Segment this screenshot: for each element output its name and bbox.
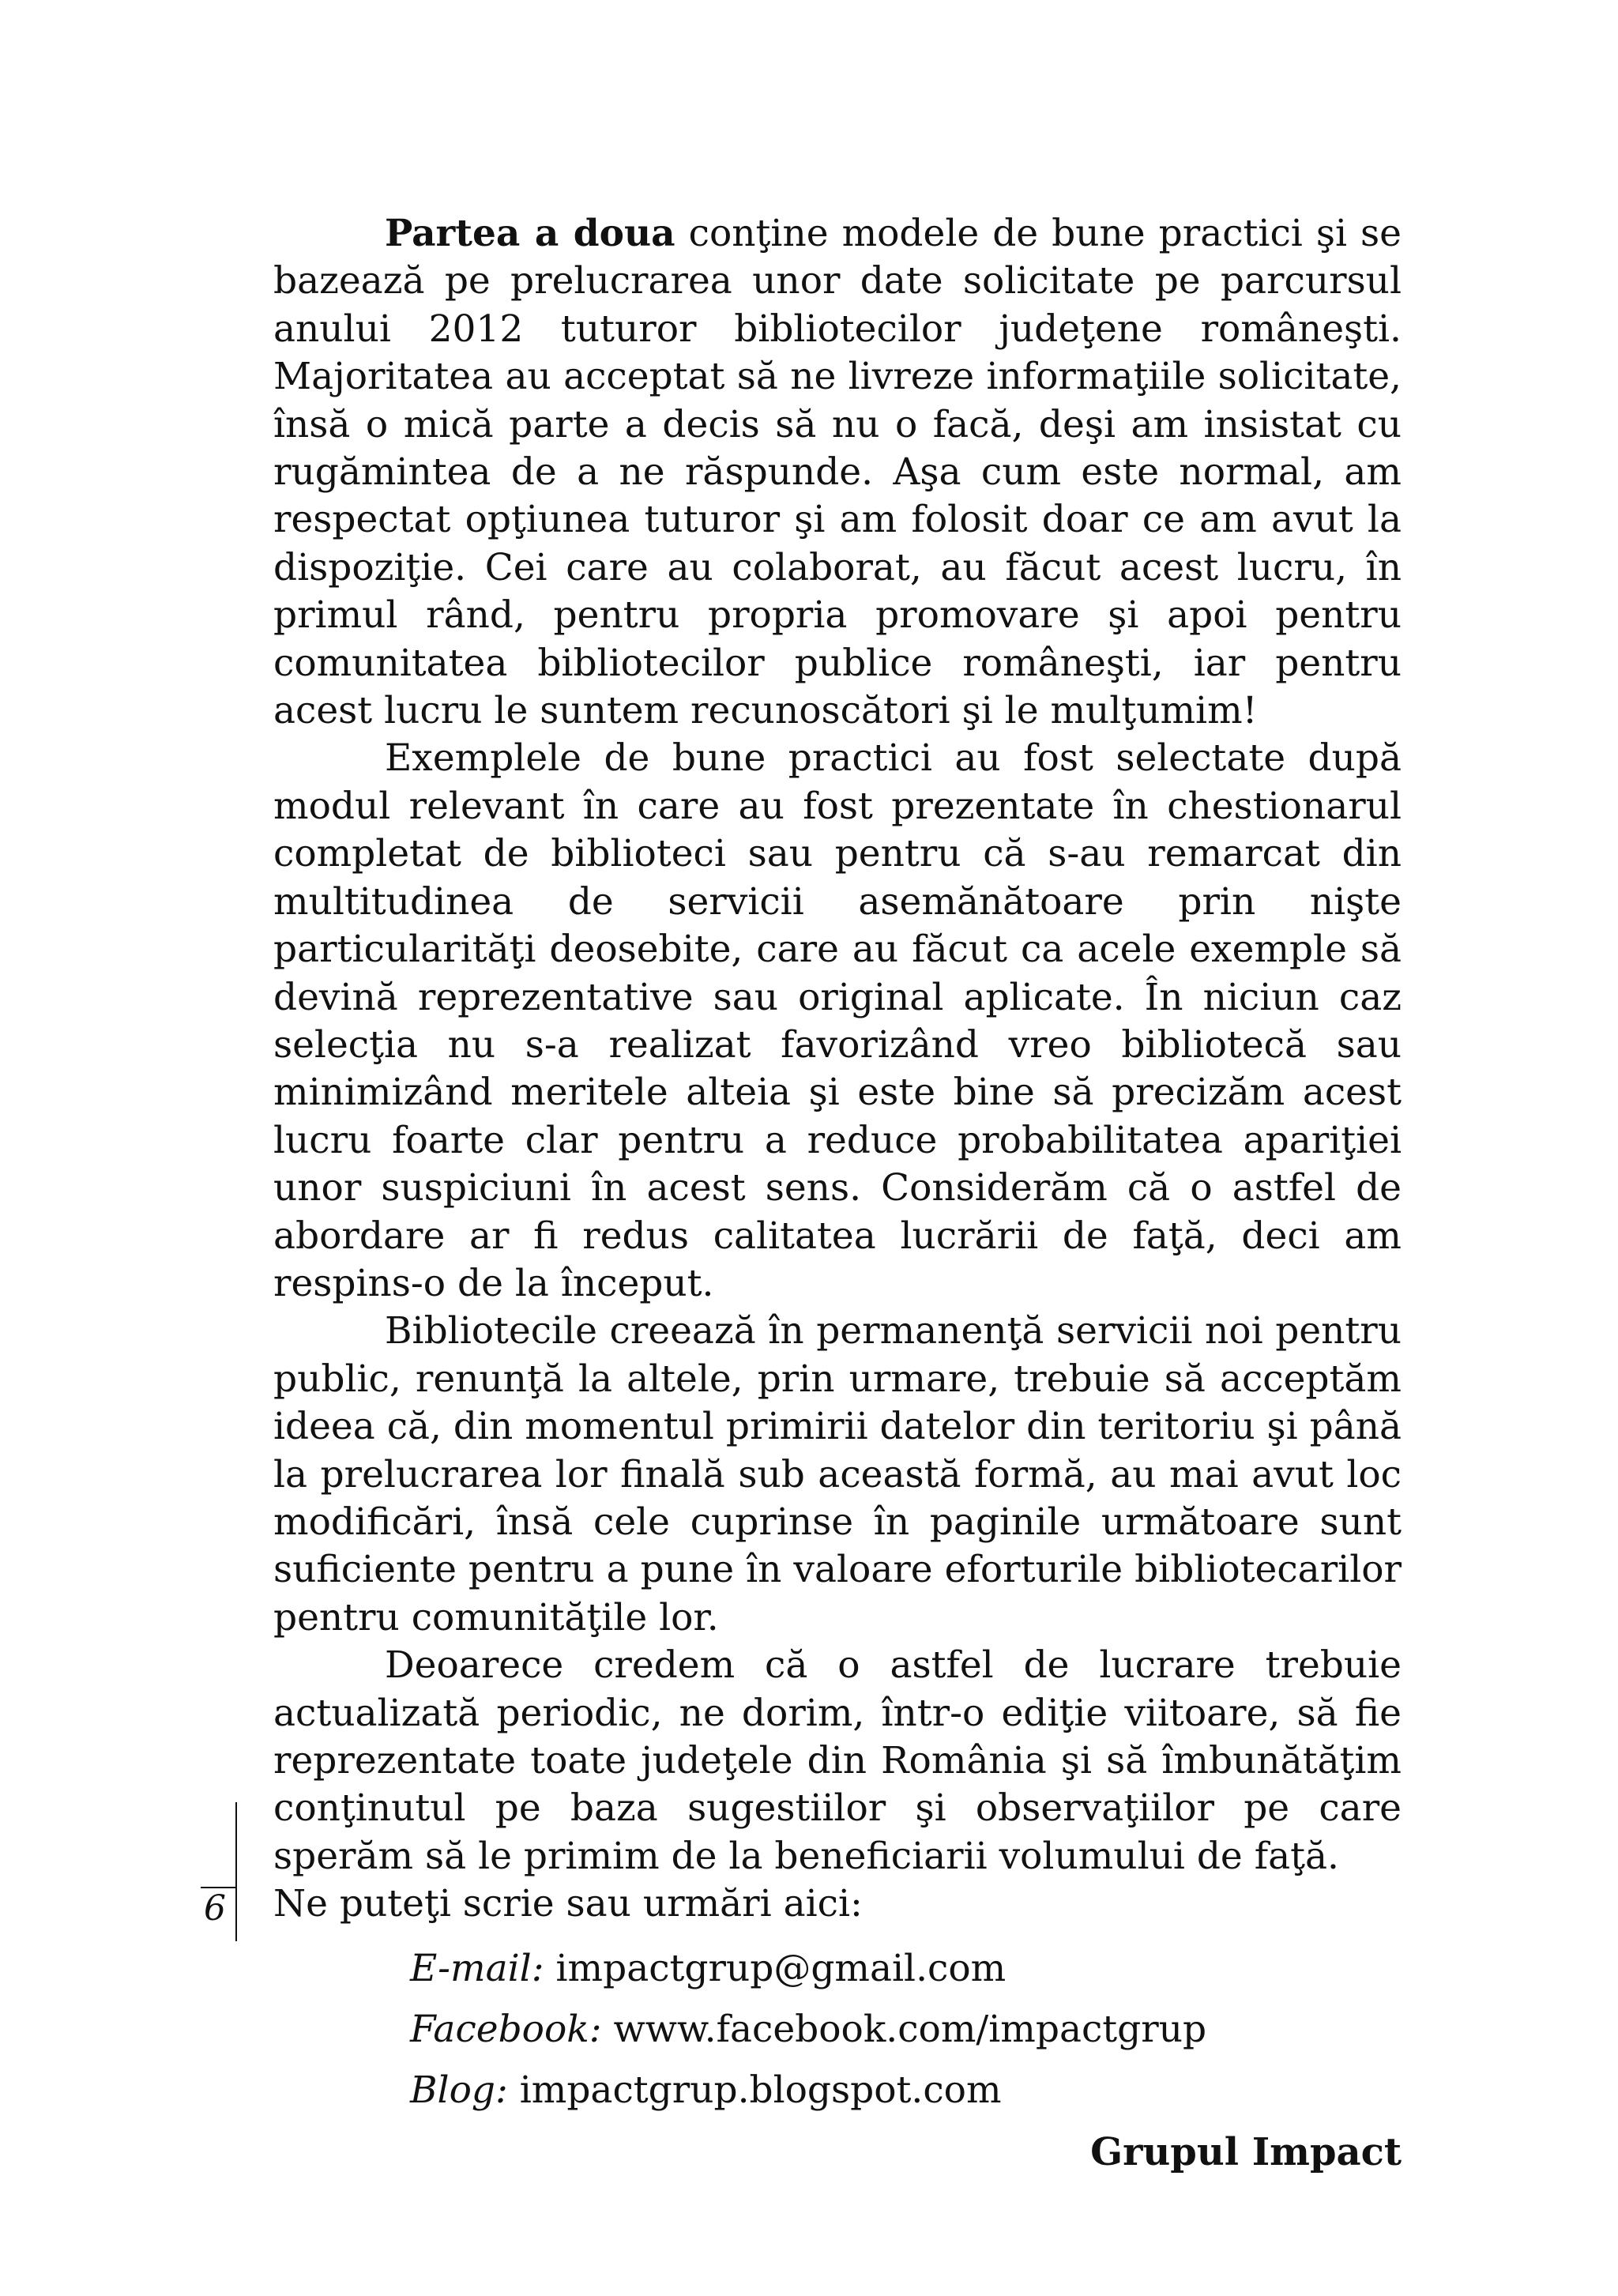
contact-facebook-value[interactable]: www.facebook.com/impactgrup: [613, 2007, 1207, 2051]
contact-email: [410, 1938, 1402, 1999]
contact-facebook-label: Facebook:: [410, 2007, 602, 2051]
marker-vertical-rule: [235, 1802, 237, 1941]
contact-intro: Ne puteţi scrie sau urmări aici:: [273, 1882, 863, 1926]
contact-blog-value[interactable]: impactgrup.blogspot.com: [519, 2068, 1002, 2112]
contact-blog-label: Blog:: [410, 2068, 508, 2112]
paragraph-4: Deoarece credem că o astfel de lucrare trebuie actualizată periodic, ne dorim, într-o ediţie viitoare, să fie reprezentate toate judeţele din România şi să îmbunătăţim conţinutul pe baza sugestiilor şi observaţiilor pe care sperăm să le primim de la beneficiarii volumului de faţă.: [273, 1643, 1402, 1878]
paragraph-1: [273, 210, 1402, 735]
contact-list: [273, 1938, 1402, 2121]
contact-facebook: [410, 1999, 1402, 2060]
contact-email-label: E-mail:: [410, 1946, 544, 1990]
contact-email-value[interactable]: impactgrup@gmail.com: [555, 1946, 1007, 1990]
paragraph-3: Bibliotecile creează în permanenţă servicii noi pentru public, renunţă la altele, prin urmare, trebuie să acceptăm ideea că, din momentul primirii datelor din teritoriu şi până la prelucrarea lor finală sub această formă, au mai avut loc modificări, însă cele cuprinse în paginile următoare sunt suficiente pentru a pune în valoare eforturile bibliotecarilor pentru comunităţile lor.: [273, 1309, 1402, 1639]
main-text: [273, 210, 1402, 2184]
page-number-marker: [201, 1802, 240, 1941]
signature: Grupul Impact: [1090, 2129, 1402, 2174]
page-number: 6: [204, 1888, 226, 1929]
contact-blog: [410, 2060, 1402, 2121]
paragraph-2: Exemplele de bune practici au fost selectate după modul relevant în care au fost prezentate în chestionarul completat de biblioteci sau pentru că s-au remarcat din multitudinea de servicii asemănătoare prin nişte particularităţi deosebite, care au făcut ca acele exemple să devină reprezentative sau original aplicate. În niciun caz selecţia nu s-a realizat favorizând vreo bibliotecă sau minimizând meritele alteia şi este bine să precizăm acest lucru foarte clar pentru a reduce probabilitatea apariţiei unor suspiciuni în acest sens. Considerăm că o astfel de abordare ar fi redus calitatea lucrării de faţă, deci am respins-o de la început.: [273, 736, 1402, 1305]
paragraph-1-lead: Partea a doua: [385, 212, 675, 255]
paragraph-1-body: conţine modele de bune practici şi se bazează pe prelucrarea unor date solicitate pe parcursul anului 2012 tuturor bibliotecilor judeţene româneşti. Majoritatea au acceptat să ne livreze informaţiile solicitate, însă o mică parte a decis să nu o facă, deşi am insistat cu rugămintea de a ne răspunde. Aşa cum este normal, am respectat opţiunea tuturor şi am folosit doar ce am avut la dispoziţie. Cei care au colaborat, au făcut acest lucru, în primul rând, pentru propria promovare şi apoi pentru comunitatea bibliotecilor publice româneşti, iar pentru acest lucru le suntem recunoscători şi le mulţumim!: [273, 212, 1402, 733]
